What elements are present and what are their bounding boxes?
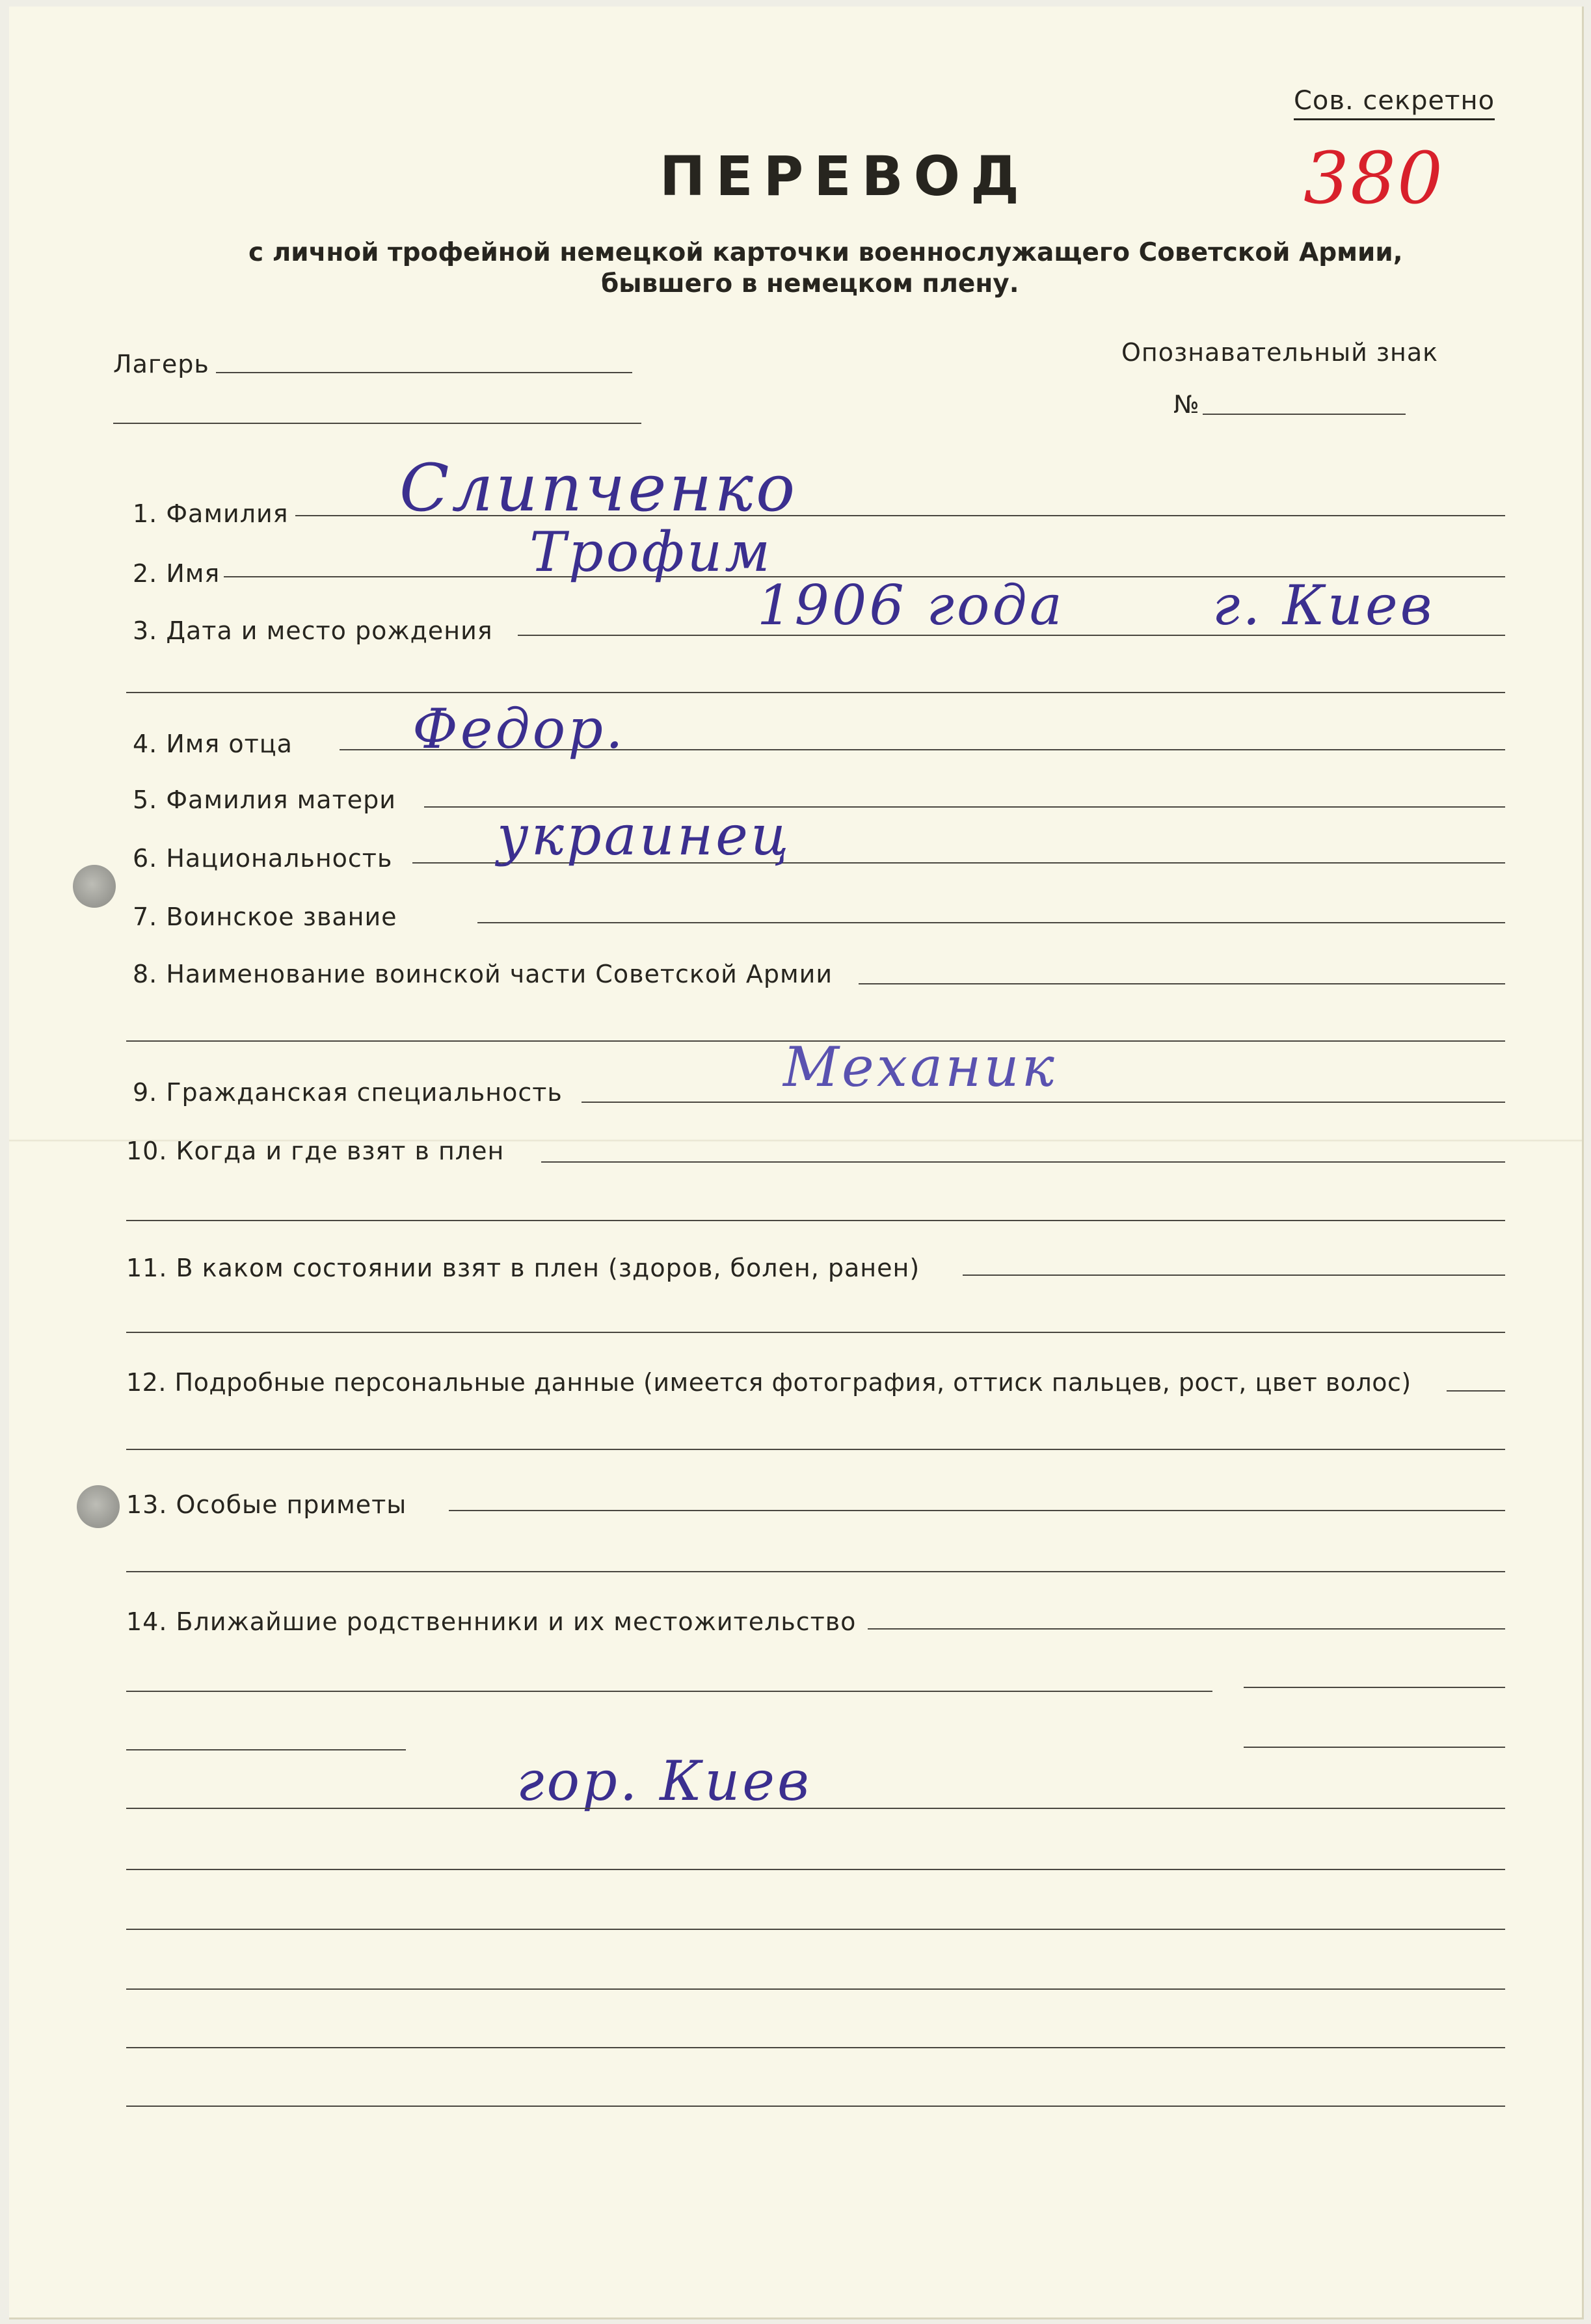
field-14-line-5 <box>1244 1747 1505 1748</box>
field-14-line-9 <box>126 1988 1505 1990</box>
field-12-line <box>1447 1390 1505 1392</box>
field-14-label: 14. Ближайшие родственники и их местожительство <box>126 1607 857 1636</box>
field-12-line-2 <box>126 1449 1505 1450</box>
id-tag-label: Опознавательный знак <box>1121 338 1439 367</box>
field-1-value: Слипченко <box>399 450 798 526</box>
punch-hole-top <box>73 865 116 908</box>
field-14-line-6 <box>126 1808 1505 1809</box>
field-12-label: 12. Подробные персональные данные (имеется фотография, оттиск пальцев, рост, цвет волос) <box>126 1368 1411 1397</box>
field-3-place-value: г. Киев <box>1212 574 1435 637</box>
field-5-label: 5. Фамилия матери <box>133 786 396 814</box>
camp-label: Лагерь <box>113 350 209 378</box>
field-3-line-2 <box>126 692 1505 693</box>
field-11-label: 11. В каком состоянии взят в плен (здоров, болен, ранен) <box>126 1254 920 1282</box>
field-7-line <box>477 922 1505 923</box>
field-10-line-2 <box>126 1220 1505 1221</box>
document-sheet <box>9 7 1584 2319</box>
stamp-number: 380 <box>1304 137 1444 220</box>
id-number-label: № <box>1173 390 1200 419</box>
field-11-line-2 <box>126 1332 1505 1333</box>
field-11-line <box>963 1274 1505 1276</box>
id-number-line <box>1203 414 1406 415</box>
camp-line-2 <box>113 423 641 424</box>
camp-line <box>216 372 632 373</box>
field-4-value: Федор. <box>412 697 626 761</box>
field-2-value: Трофим <box>529 520 773 584</box>
field-8-line <box>859 983 1505 984</box>
field-14-line-4 <box>126 1749 406 1750</box>
field-1-label: 1. Фамилия <box>133 499 289 528</box>
field-7-label: 7. Воинское звание <box>133 903 397 931</box>
field-10-line <box>541 1161 1505 1163</box>
document-subtitle-line-1: с личной трофейной немецкой карточки военнослужащего Советской Армии, <box>248 238 1403 267</box>
field-4-label: 4. Имя отца <box>133 730 293 758</box>
field-13-line <box>449 1510 1505 1511</box>
field-6-value: украинец <box>497 804 792 867</box>
field-14-line-2 <box>126 1691 1212 1692</box>
field-14-line-11 <box>126 2106 1505 2107</box>
field-14-line-3 <box>1244 1687 1505 1688</box>
field-13-line-2 <box>126 1571 1505 1572</box>
field-9-line <box>582 1102 1505 1103</box>
field-10-label: 10. Когда и где взят в плен <box>126 1137 505 1165</box>
document-title: ПЕРЕВОД <box>660 144 1030 208</box>
field-14-line <box>868 1628 1505 1630</box>
field-13-label: 13. Особые приметы <box>126 1490 407 1519</box>
punch-hole-bottom <box>77 1485 120 1528</box>
field-14-line-10 <box>126 2047 1505 2048</box>
field-3-date-value: 1906 года <box>757 574 1065 637</box>
field-8-label: 8. Наименование воинской части Советской Армии <box>133 960 833 988</box>
field-2-label: 2. Имя <box>133 559 221 588</box>
classification-label: Сов. секретно <box>1294 86 1495 120</box>
field-14-line-8 <box>126 1929 1505 1930</box>
field-9-label: 9. Гражданская специальность <box>133 1078 563 1107</box>
field-14-line-7 <box>126 1869 1505 1870</box>
document-subtitle-line-2: бывшего в немецком плену. <box>601 269 1019 298</box>
field-3-label: 3. Дата и место рождения <box>133 616 493 645</box>
field-9-value: Механик <box>783 1035 1057 1099</box>
field-14-value: гор. Киев <box>516 1749 812 1813</box>
field-6-label: 6. Национальность <box>133 844 393 873</box>
